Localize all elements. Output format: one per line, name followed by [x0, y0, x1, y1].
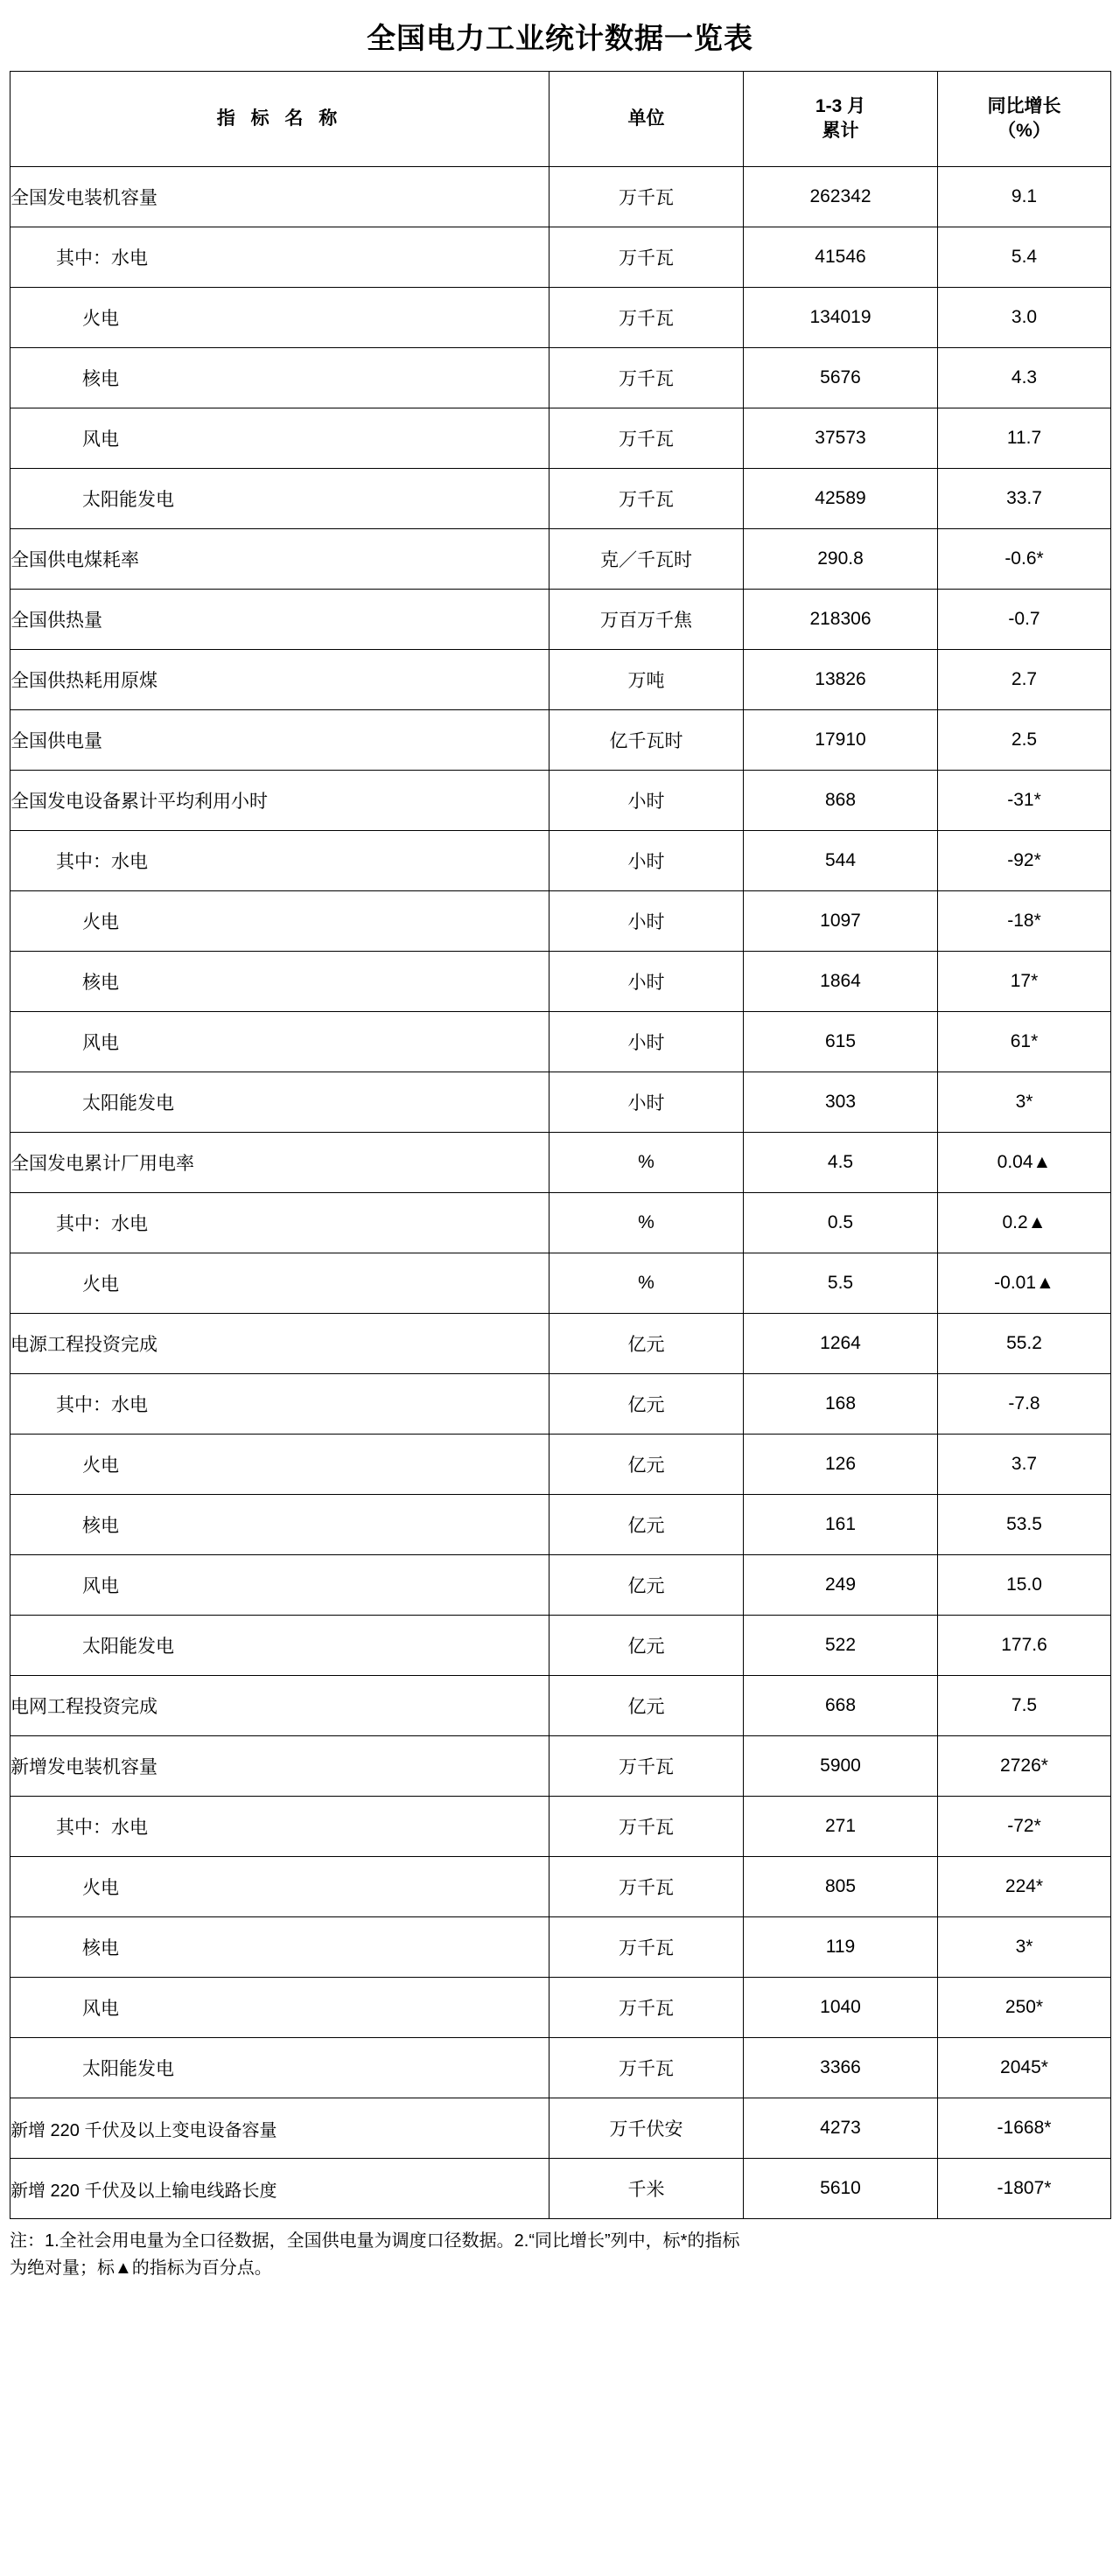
- cell-period-value: 218306: [744, 590, 938, 650]
- cell-period-value: 290.8: [744, 529, 938, 590]
- table-row: [10, 1978, 1111, 2038]
- cell-indicator-name: 核电: [10, 952, 550, 1012]
- cell-indicator-name: 风电: [10, 1012, 550, 1072]
- table-row: [10, 1193, 1111, 1253]
- table-row: [10, 891, 1111, 952]
- table-row: [10, 1616, 1111, 1676]
- cell-growth-value: 61*: [938, 1012, 1111, 1072]
- cell-growth-value: -1668*: [938, 2098, 1111, 2159]
- table-row: [10, 1736, 1111, 1797]
- cell-growth-value: -0.01▲: [938, 1253, 1111, 1314]
- cell-unit: 小时: [550, 891, 744, 952]
- table-row: [10, 1133, 1111, 1193]
- cell-period-value: 161: [744, 1495, 938, 1555]
- column-header-unit: [550, 72, 744, 167]
- cell-indicator-name: 其中：水电: [10, 831, 550, 891]
- cell-unit: 万千瓦: [550, 167, 744, 227]
- cell-indicator-name: 新增发电装机容量: [10, 1736, 550, 1797]
- cell-unit: 万吨: [550, 650, 744, 710]
- cell-indicator-name: 太阳能发电: [10, 2038, 550, 2098]
- table-row: [10, 408, 1111, 469]
- cell-indicator-name: 火电: [10, 1253, 550, 1314]
- table-row: [10, 710, 1111, 771]
- cell-period-value: 13826: [744, 650, 938, 710]
- cell-growth-value: -0.7: [938, 590, 1111, 650]
- cell-unit: 亿千瓦时: [550, 710, 744, 771]
- cell-unit: %: [550, 1133, 744, 1193]
- cell-period-value: 5900: [744, 1736, 938, 1797]
- cell-unit: 亿元: [550, 1435, 744, 1495]
- cell-indicator-name: 其中：水电: [10, 1797, 550, 1857]
- cell-indicator-name: 其中：水电: [10, 1193, 550, 1253]
- cell-growth-value: 53.5: [938, 1495, 1111, 1555]
- cell-growth-value: 7.5: [938, 1676, 1111, 1736]
- cell-period-value: 303: [744, 1072, 938, 1133]
- cell-growth-value: -18*: [938, 891, 1111, 952]
- cell-indicator-name: 新增 220 千伏及以上变电设备容量: [10, 2098, 550, 2159]
- cell-period-value: 134019: [744, 288, 938, 348]
- cell-unit: 小时: [550, 831, 744, 891]
- cell-period-value: 271: [744, 1797, 938, 1857]
- table-row: [10, 1917, 1111, 1978]
- cell-indicator-name: 全国发电设备累计平均利用小时: [10, 771, 550, 831]
- table-row: [10, 227, 1111, 288]
- cell-unit: 万千瓦: [550, 2038, 744, 2098]
- cell-growth-value: 2045*: [938, 2038, 1111, 2098]
- cell-period-value: 1097: [744, 891, 938, 952]
- statistics-table: [10, 71, 1111, 2219]
- column-header-growth: [938, 72, 1111, 167]
- table-row: [10, 2038, 1111, 2098]
- column-header-period-line1: 1-3 月: [815, 95, 866, 116]
- cell-growth-value: 177.6: [938, 1616, 1111, 1676]
- table-footnote: [8, 2219, 1112, 2303]
- table-row: [10, 288, 1111, 348]
- cell-period-value: 4.5: [744, 1133, 938, 1193]
- cell-period-value: 17910: [744, 710, 938, 771]
- column-header-growth-line2: （%）: [998, 121, 1051, 141]
- cell-period-value: 262342: [744, 167, 938, 227]
- cell-period-value: 168: [744, 1374, 938, 1435]
- column-header-growth-line1: 同比增长: [987, 95, 1061, 116]
- table-row: [10, 1555, 1111, 1616]
- cell-growth-value: -72*: [938, 1797, 1111, 1857]
- table-row: [10, 771, 1111, 831]
- cell-period-value: 249: [744, 1555, 938, 1616]
- cell-unit: 万千瓦: [550, 1917, 744, 1978]
- table-row: [10, 1676, 1111, 1736]
- cell-growth-value: 2.7: [938, 650, 1111, 710]
- table-header: [10, 72, 1111, 167]
- cell-period-value: 3366: [744, 2038, 938, 2098]
- cell-growth-value: 3.7: [938, 1435, 1111, 1495]
- cell-growth-value: 11.7: [938, 408, 1111, 469]
- cell-growth-value: -0.6*: [938, 529, 1111, 590]
- cell-unit: %: [550, 1253, 744, 1314]
- cell-unit: 亿元: [550, 1495, 744, 1555]
- cell-indicator-name: 火电: [10, 891, 550, 952]
- table-row: [10, 590, 1111, 650]
- cell-unit: 亿元: [550, 1676, 744, 1736]
- footnote-line-1: 注：1.全社会用电量为全口径数据，全国供电量为调度口径数据。2.“同比增长”列中，标*的指标: [10, 2231, 740, 2251]
- cell-indicator-name: 太阳能发电: [10, 1616, 550, 1676]
- cell-unit: 克／千瓦时: [550, 529, 744, 590]
- cell-indicator-name: 火电: [10, 1435, 550, 1495]
- cell-indicator-name: 全国发电累计厂用电率: [10, 1133, 550, 1193]
- cell-indicator-name: 电网工程投资完成: [10, 1676, 550, 1736]
- table-row: [10, 1072, 1111, 1133]
- cell-unit: 亿元: [550, 1374, 744, 1435]
- cell-period-value: 119: [744, 1917, 938, 1978]
- cell-unit: 万千伏安: [550, 2098, 744, 2159]
- cell-growth-value: 0.04▲: [938, 1133, 1111, 1193]
- table-row: [10, 1435, 1111, 1495]
- cell-unit: 万千瓦: [550, 1857, 744, 1917]
- cell-growth-value: -1807*: [938, 2159, 1111, 2219]
- cell-indicator-name: 其中：水电: [10, 227, 550, 288]
- cell-growth-value: 3*: [938, 1072, 1111, 1133]
- cell-period-value: 37573: [744, 408, 938, 469]
- cell-unit: 万千瓦: [550, 227, 744, 288]
- cell-growth-value: 5.4: [938, 227, 1111, 288]
- cell-indicator-name: 火电: [10, 1857, 550, 1917]
- table-body: [10, 167, 1111, 2219]
- cell-unit: 亿元: [550, 1555, 744, 1616]
- table-row: [10, 1857, 1111, 1917]
- page-title: 全国电力工业统计数据一览表: [367, 22, 753, 54]
- cell-growth-value: 55.2: [938, 1314, 1111, 1374]
- cell-growth-value: -7.8: [938, 1374, 1111, 1435]
- table-row: [10, 469, 1111, 529]
- cell-unit: 万千瓦: [550, 408, 744, 469]
- cell-period-value: 0.5: [744, 1193, 938, 1253]
- cell-period-value: 868: [744, 771, 938, 831]
- cell-indicator-name: 核电: [10, 1495, 550, 1555]
- cell-unit: 万百万千焦: [550, 590, 744, 650]
- column-header-unit-label: 单位: [627, 108, 665, 129]
- cell-indicator-name: 风电: [10, 1555, 550, 1616]
- cell-growth-value: 17*: [938, 952, 1111, 1012]
- cell-indicator-name: 太阳能发电: [10, 469, 550, 529]
- cell-unit: 小时: [550, 771, 744, 831]
- cell-growth-value: 3.0: [938, 288, 1111, 348]
- cell-growth-value: 0.2▲: [938, 1193, 1111, 1253]
- cell-period-value: 1864: [744, 952, 938, 1012]
- cell-indicator-name: 全国供热量: [10, 590, 550, 650]
- table-row: [10, 650, 1111, 710]
- table-row: [10, 167, 1111, 227]
- cell-indicator-name: 全国发电装机容量: [10, 167, 550, 227]
- column-header-indicator-label: 指 标 名 称: [216, 108, 343, 129]
- table-row: [10, 831, 1111, 891]
- cell-indicator-name: 核电: [10, 1917, 550, 1978]
- cell-indicator-name: 其中：水电: [10, 1374, 550, 1435]
- cell-growth-value: -31*: [938, 771, 1111, 831]
- cell-unit: 亿元: [550, 1616, 744, 1676]
- column-header-indicator: [10, 72, 550, 167]
- cell-period-value: 5.5: [744, 1253, 938, 1314]
- cell-unit: %: [550, 1193, 744, 1253]
- table-row: [10, 2159, 1111, 2219]
- cell-period-value: 1040: [744, 1978, 938, 2038]
- cell-unit: 万千瓦: [550, 1797, 744, 1857]
- cell-period-value: 5610: [744, 2159, 938, 2219]
- table-row: [10, 1495, 1111, 1555]
- table-row: [10, 1314, 1111, 1374]
- cell-period-value: 42589: [744, 469, 938, 529]
- cell-unit: 万千瓦: [550, 469, 744, 529]
- cell-period-value: 4273: [744, 2098, 938, 2159]
- cell-indicator-name: 火电: [10, 288, 550, 348]
- cell-period-value: 41546: [744, 227, 938, 288]
- cell-indicator-name: 风电: [10, 408, 550, 469]
- table-row: [10, 348, 1111, 408]
- cell-period-value: 126: [744, 1435, 938, 1495]
- cell-unit: 千米: [550, 2159, 744, 2219]
- cell-period-value: 805: [744, 1857, 938, 1917]
- cell-indicator-name: 风电: [10, 1978, 550, 2038]
- cell-growth-value: 33.7: [938, 469, 1111, 529]
- cell-period-value: 5676: [744, 348, 938, 408]
- cell-growth-value: 2.5: [938, 710, 1111, 771]
- cell-growth-value: 15.0: [938, 1555, 1111, 1616]
- cell-indicator-name: 核电: [10, 348, 550, 408]
- table-row: [10, 1374, 1111, 1435]
- cell-growth-value: 250*: [938, 1978, 1111, 2038]
- cell-growth-value: 9.1: [938, 167, 1111, 227]
- cell-unit: 万千瓦: [550, 1736, 744, 1797]
- table-row: [10, 952, 1111, 1012]
- cell-indicator-name: 全国供电煤耗率: [10, 529, 550, 590]
- table-row: [10, 2098, 1111, 2159]
- table-row: [10, 1253, 1111, 1314]
- cell-growth-value: 224*: [938, 1857, 1111, 1917]
- cell-indicator-name: 太阳能发电: [10, 1072, 550, 1133]
- cell-unit: 小时: [550, 1072, 744, 1133]
- statistics-table-container: [10, 71, 1110, 2219]
- cell-period-value: 615: [744, 1012, 938, 1072]
- table-row: [10, 529, 1111, 590]
- cell-unit: 万千瓦: [550, 1978, 744, 2038]
- cell-indicator-name: 全国供热耗用原煤: [10, 650, 550, 710]
- table-header-row: [10, 72, 1111, 167]
- cell-period-value: 668: [744, 1676, 938, 1736]
- cell-period-value: 1264: [744, 1314, 938, 1374]
- column-header-period: [744, 72, 938, 167]
- cell-unit: 小时: [550, 1012, 744, 1072]
- cell-growth-value: 4.3: [938, 348, 1111, 408]
- cell-unit: 万千瓦: [550, 348, 744, 408]
- cell-unit: 小时: [550, 952, 744, 1012]
- cell-indicator-name: 电源工程投资完成: [10, 1314, 550, 1374]
- cell-unit: 万千瓦: [550, 288, 744, 348]
- cell-indicator-name: 全国供电量: [10, 710, 550, 771]
- cell-growth-value: -92*: [938, 831, 1111, 891]
- table-row: [10, 1012, 1111, 1072]
- cell-growth-value: 2726*: [938, 1736, 1111, 1797]
- cell-period-value: 544: [744, 831, 938, 891]
- cell-unit: 亿元: [550, 1314, 744, 1374]
- table-row: [10, 1797, 1111, 1857]
- cell-indicator-name: 新增 220 千伏及以上输电线路长度: [10, 2159, 550, 2219]
- cell-growth-value: 3*: [938, 1917, 1111, 1978]
- cell-period-value: 522: [744, 1616, 938, 1676]
- column-header-period-line2: 累计: [822, 121, 859, 141]
- footnote-line-2: 为绝对量；标▲的指标为百分点。: [10, 2258, 272, 2278]
